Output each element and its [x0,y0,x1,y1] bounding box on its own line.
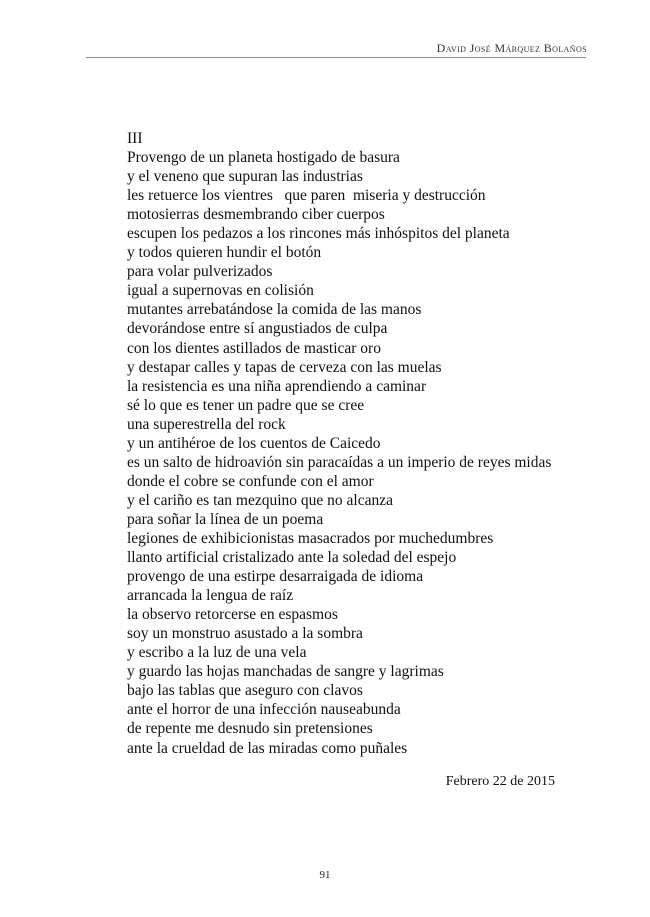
poem-line: bajo las tablas que aseguro con clavos [127,682,363,700]
poem-line: arrancada la lengua de raíz [127,587,294,605]
running-header-author: David José Márquez Bolaños [436,41,587,55]
poem-line: donde el cobre se confunde con el amor [127,472,374,490]
poem-line: sé lo que es tener un padre que se cree [127,396,365,414]
poem-line: una superestrella del rock [127,415,286,433]
poem-line: la observo retorcerse en espasmos [127,606,338,624]
header-divider [86,57,586,58]
poem-line: ante la crueldad de las miradas como puñales [127,739,408,757]
poem-line: con los dientes astillados de masticar oro [127,339,381,357]
poem-line: y escribo a la luz de una vela [127,644,307,662]
poem-line: y destapar calles y tapas de cerveza con las muelas [127,358,442,376]
poem-date: Febrero 22 de 2015 [445,774,555,789]
poem-line: es un salto de hidroavión sin paracaídas a un imperio de reyes midas [127,453,552,471]
poem-line: y guardo las hojas manchadas de sangre y lagrimas [127,663,444,681]
poem-line: y todos quieren hundir el botón [127,244,322,262]
poem-line: y un antihéroe de los cuentos de Caicedo [127,434,381,452]
poem-line: para soñar la línea de un poema [127,510,324,528]
poem-line: y el cariño es tan mezquino que no alcanza [127,491,393,509]
poem-line: escupen los pedazos a los rincones más inhóspitos del planeta [127,225,510,243]
poem-line: soy un monstruo asustado a la sombra [127,625,363,643]
poem-line: para volar pulverizados [127,263,273,281]
poem-body [127,129,567,758]
poem-line: provengo de una estirpe desarraigada de idioma [127,568,424,586]
poem-section-number: III [127,130,143,147]
poem-line: devorándose entre sí angustiados de culpa [127,320,388,338]
poem-line: les retuerce los vientres que paren miseria y destrucción [127,187,486,205]
page-number: 91 [319,869,331,881]
poem-line: de repente me desnudo sin pretensiones [127,720,373,738]
poem-line: ante el horror de una infección nauseabunda [127,701,401,719]
poem-line: Provengo de un planeta hostigado de basura [127,149,400,167]
poem-line: la resistencia es una niña aprendiendo a caminar [127,377,427,395]
poem-line: llanto artificial cristalizado ante la soledad del espejo [127,549,457,567]
poem-line: motosierras desmembrando ciber cuerpos [127,206,385,224]
poem-line: y el veneno que supuran las industrias [127,168,363,186]
poem-line: legiones de exhibicionistas masacrados por muchedumbres [127,529,494,547]
poem-line: mutantes arrebatándose la comida de las manos [127,301,422,319]
poem-line: igual a supernovas en colisión [127,282,314,300]
